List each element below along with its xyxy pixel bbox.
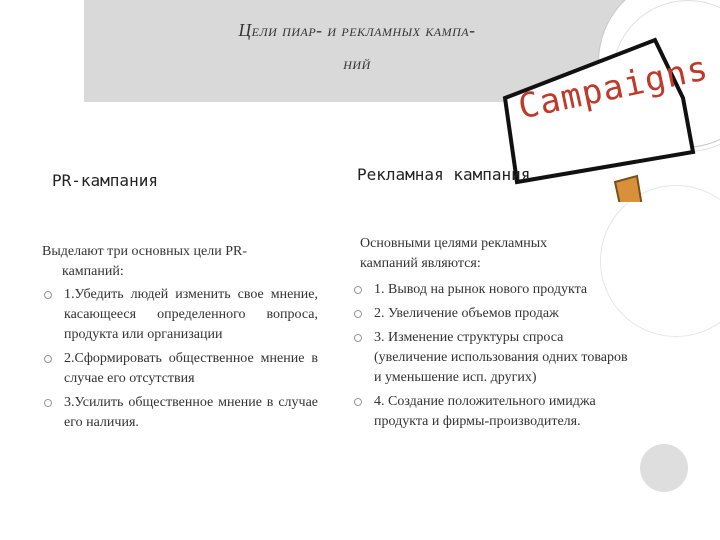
bullet-icon	[354, 398, 362, 406]
left-intro	[42, 242, 320, 282]
bullet-icon	[44, 291, 52, 299]
list-item: 2. Увеличение объемов продаж	[352, 304, 632, 324]
list-item: 3. Изменение структуры спроса (увеличение использования одних товаров и уменьшение исп. других)	[352, 328, 632, 388]
sign-post	[615, 176, 647, 202]
slide-title-line-1: Цели пиар- и рекламных кампа-	[238, 20, 476, 40]
left-column-heading: PR-кампания	[52, 171, 158, 190]
right-intro: Основными целями рекламных кампаний являются:	[360, 236, 548, 271]
left-intro-line-1: Выделают три основных цели PR-	[42, 244, 247, 259]
bullet-icon	[354, 334, 362, 342]
right-column-heading: Рекламная кампания	[357, 165, 531, 184]
decorative-circle-filled	[640, 444, 688, 492]
campaigns-sign-text: Campaigns	[514, 48, 713, 128]
bullet-icon	[354, 286, 362, 294]
list-item: 4. Создание положительного имиджа продукта и фирмы-производителя.	[352, 392, 632, 432]
left-goals-list	[42, 285, 318, 437]
bullet-icon	[44, 355, 52, 363]
left-intro-line-2: кампаний:	[62, 264, 124, 279]
bullet-icon	[354, 310, 362, 318]
bullet-icon	[44, 399, 52, 407]
list-item: 3.Усилить общественное мнение в случае его наличия.	[42, 393, 318, 433]
list-item: 2.Сформировать общественное мнение в случае его отсутствия	[42, 349, 318, 389]
list-item: 1. Вывод на рынок нового продукта	[352, 280, 632, 300]
list-item: 1.Убедить людей изменить свое мнение, касающееся определенного вопроса, продукта или организации	[42, 285, 318, 345]
right-goals-list	[352, 280, 632, 436]
slide-title-line-2: ний	[343, 53, 371, 73]
